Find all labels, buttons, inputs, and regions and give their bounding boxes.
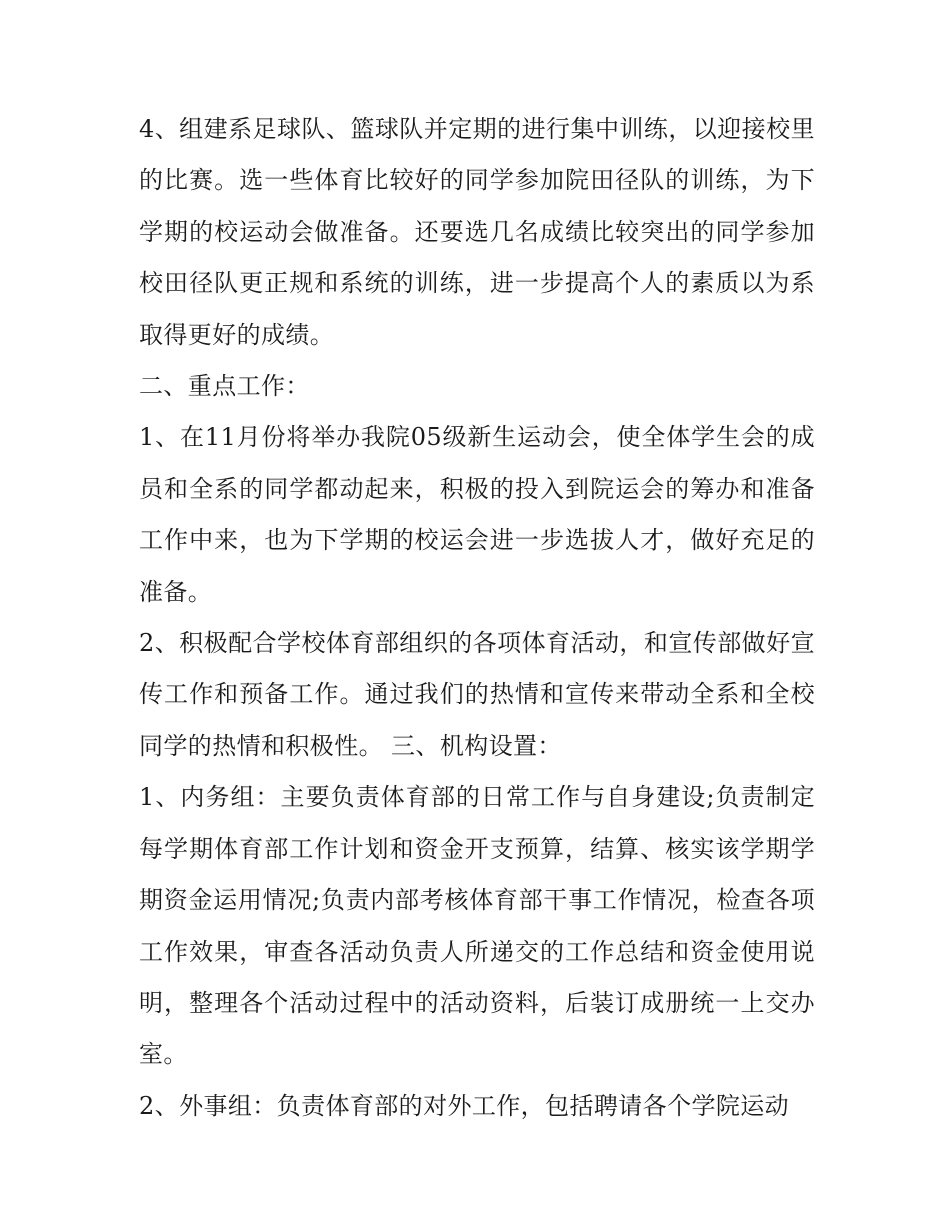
section-heading-key-work: 二、重点工作： (139, 372, 310, 401)
document-body (139, 104, 815, 1132)
paragraph-item-2-external-group: 2、外事组：负责体育部的对外工作，包括聘请各个学院运动 (139, 1091, 790, 1120)
paragraph-item-2-cooperation: 2、积极配合学校体育部组织的各项体育活动，和宣传部做好宣传工作和预备工作。通过我们的热情和宣传来带动全系和全校同学的热情和积极性。 三、机构设置： (139, 629, 815, 760)
paragraph-item-1-internal-group: 1、内务组：主要负责体育部的日常工作与自身建设;负责制定每学期体育部工作计划和资金开支预算，结算、核实该学期学期资金运用情况;负责内部考核体育部干事工作情况，检查各项工作效果，审查各活动负责人所递交的工作总结和资金使用说明，整理各个活动过程中的活动资料，后装订成册统一上交办室。 (139, 783, 815, 1069)
paragraph-item-1-sports-meet: 1、在11月份将举办我院05级新生运动会，使全体学生会的成员和全系的同学都动起来，积极的投入到院运会的筹办和准备工作中来，也为下学期的校运会进一步选拔人才，做好充足的准备。 (139, 423, 815, 606)
paragraph-item-4-training: 4、组建系足球队、篮球队并定期的进行集中训练，以迎接校里的比赛。选一些体育比较好的同学参加院田径队的训练，为下学期的校运动会做准备。还要选几名成绩比较突出的同学参加校田径队更正规和系统的训练，进一步提高个人的素质以为系取得更好的成绩。 (139, 115, 815, 349)
